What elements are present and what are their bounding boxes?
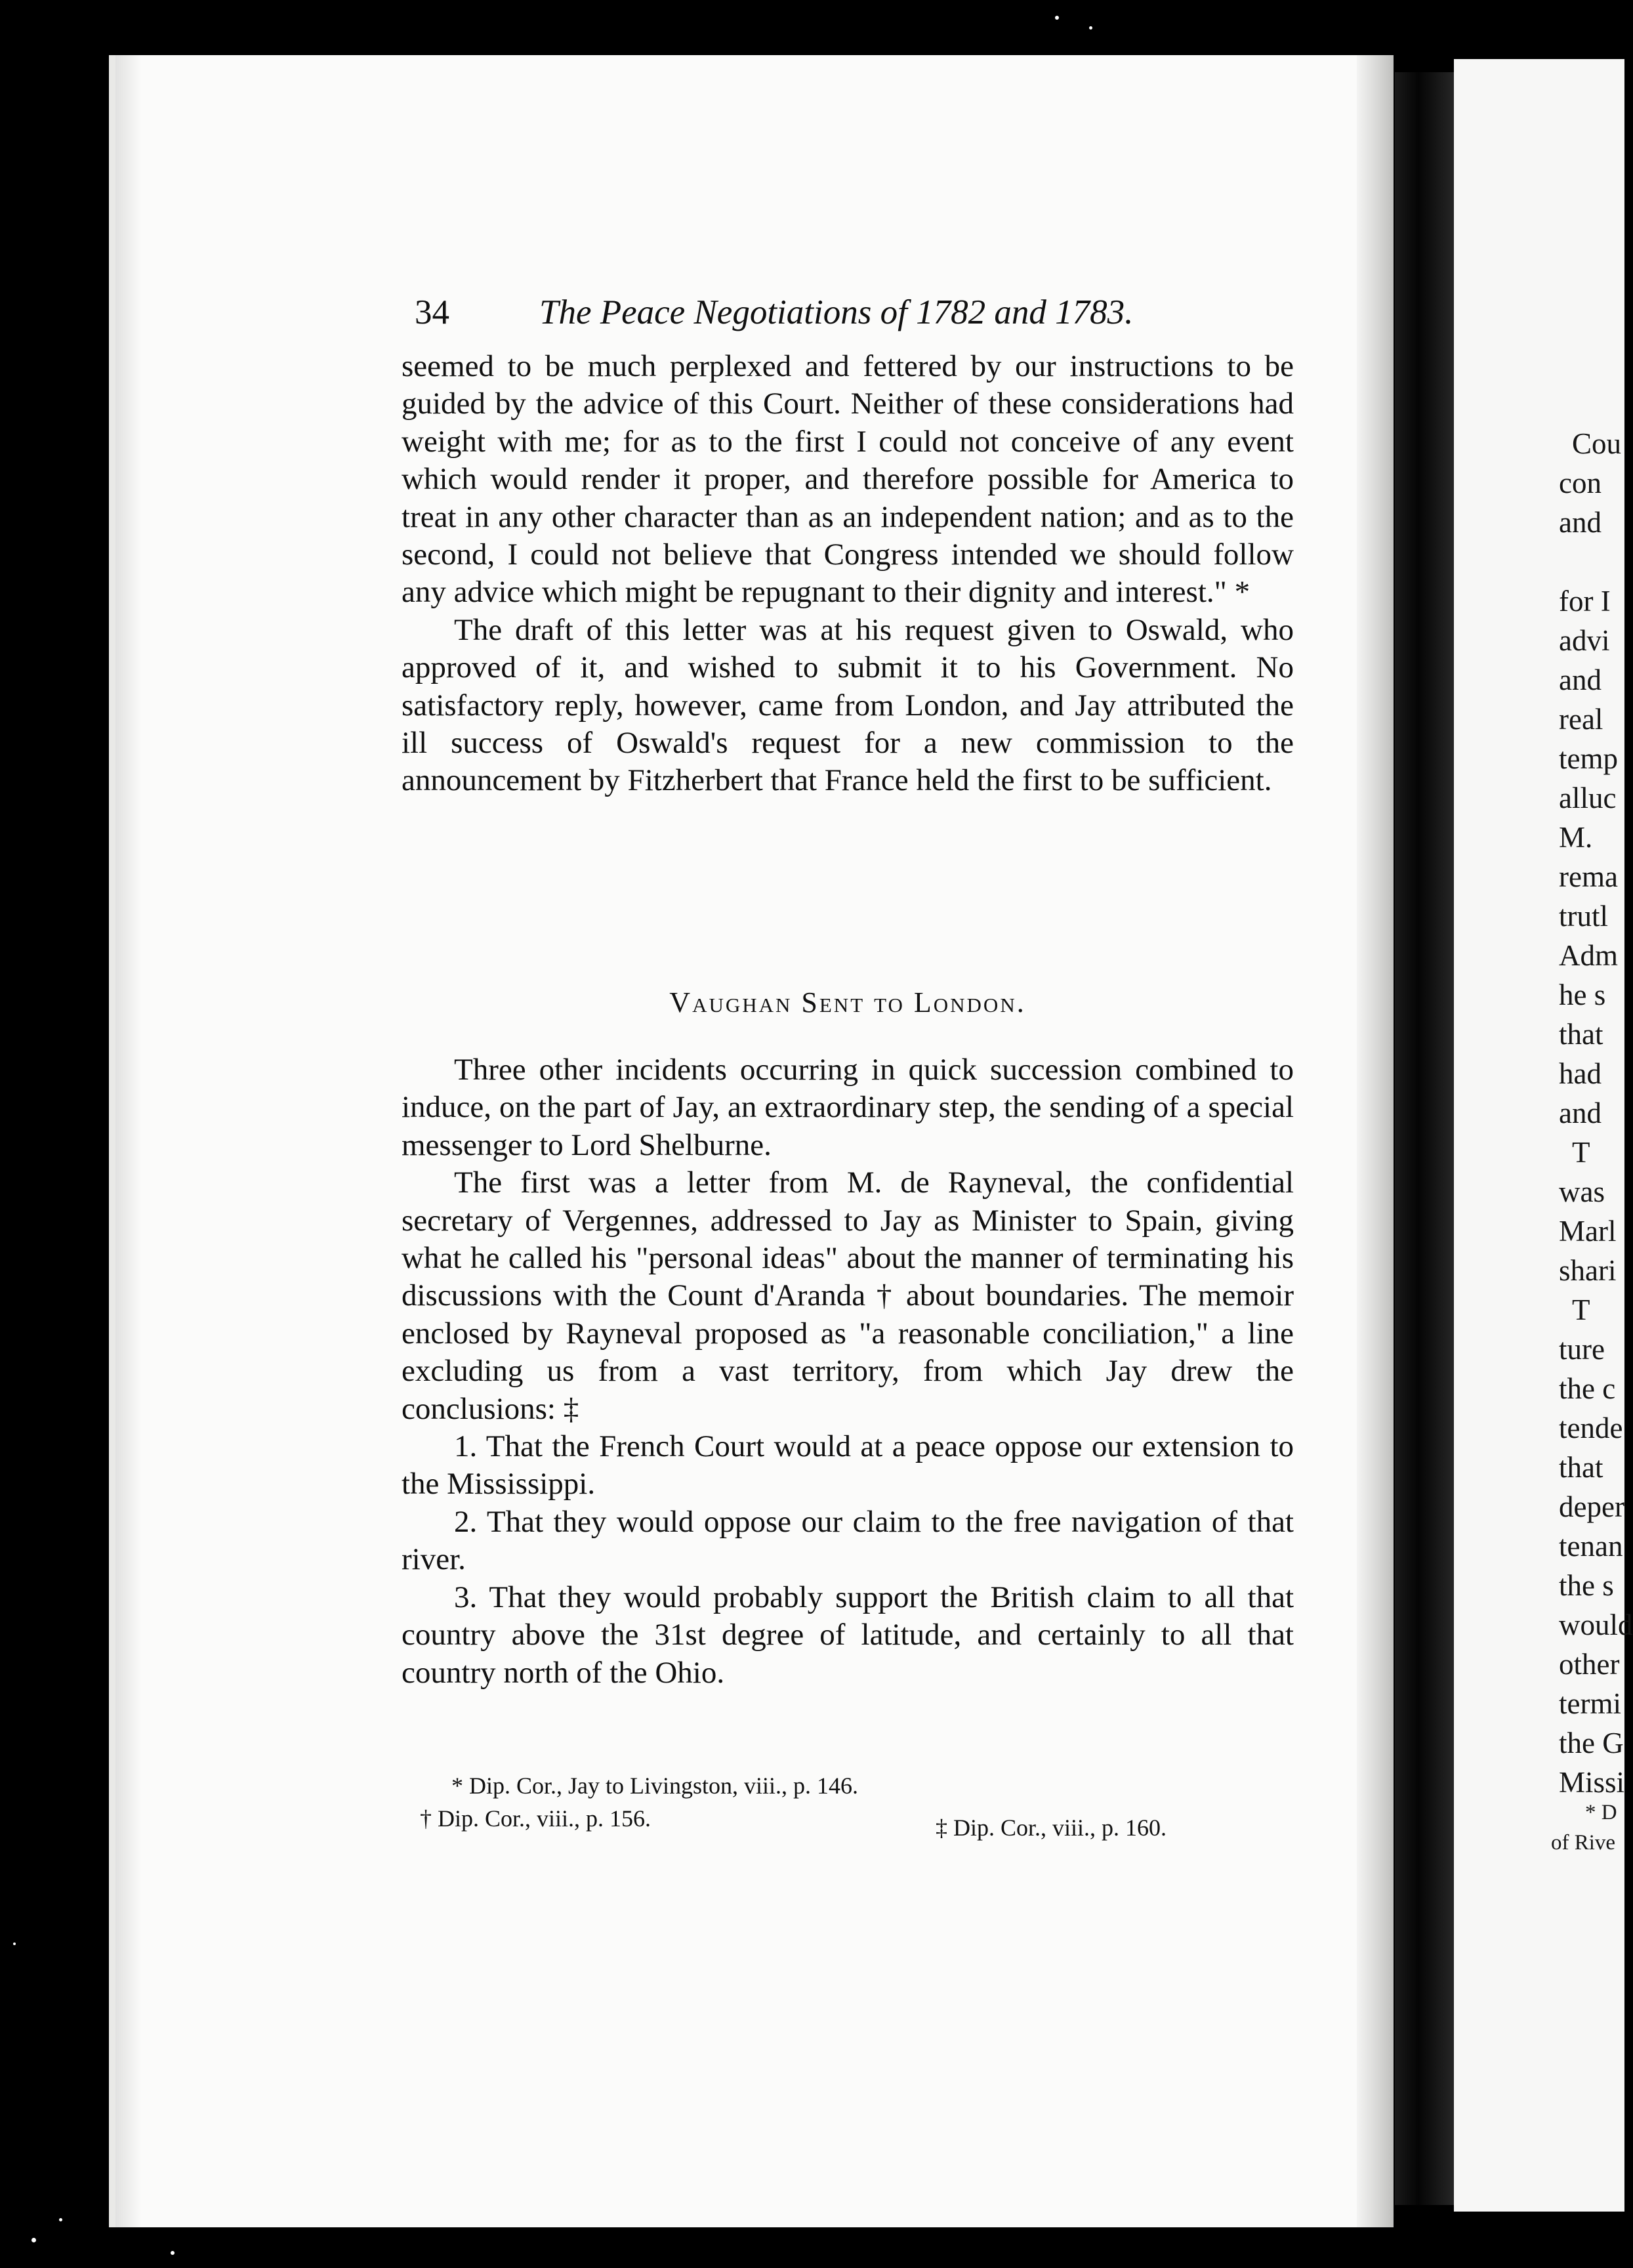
scan-speck xyxy=(31,2238,36,2242)
next-page-line: alluc xyxy=(1559,782,1617,814)
paragraph: seemed to be much perplexed and fettered by our instructions to be guided by the advice of this Court. Neither of these considerations had weight with me; for as to the first I could not conceive of any event which would render it proper, and therefore possible for America to treat in any other character than as an independent nation; and as to the second, I could not believe that Congress intended we should follow any advice which might be repugnant to their dignity and interest." * xyxy=(402,349,1294,610)
next-page-footnote: * D xyxy=(1585,1801,1617,1824)
page-edge xyxy=(1357,55,1394,2227)
next-page-line: was xyxy=(1559,1175,1605,1208)
paragraph: The draft of this letter was at his request given to Oswald, who approved of it, and wished to submit it to his Government. No satisfactory reply, however, came from London, and Jay attributed the ill success of Oswald's request for a new commission to the announcement by Fitzherbert that France held the first to be sufficient. xyxy=(402,612,1294,798)
next-page-line: Missi xyxy=(1559,1766,1625,1799)
text-block-top xyxy=(402,348,1294,800)
scan-speck xyxy=(13,1942,16,1945)
next-page-line: T xyxy=(1572,1136,1590,1169)
next-page-footnote: of Rive xyxy=(1551,1831,1616,1855)
next-page-line: deper xyxy=(1559,1490,1624,1523)
footnote-double-dagger: ‡ Dip. Cor., viii., p. 160. xyxy=(936,1815,1167,1841)
page-number: 34 xyxy=(415,293,449,331)
next-page-line: real xyxy=(1559,703,1603,736)
next-page-line: and xyxy=(1559,1097,1602,1129)
next-page-line: for I xyxy=(1559,585,1611,618)
next-page-line: T xyxy=(1572,1293,1590,1326)
text-block-bottom xyxy=(402,1051,1294,1692)
next-page-line: ture xyxy=(1559,1333,1605,1366)
next-page-line: trutl xyxy=(1559,900,1608,933)
next-page-line: that xyxy=(1559,1018,1603,1051)
next-page-line: he s xyxy=(1559,978,1606,1011)
next-page-line: M. xyxy=(1559,821,1593,854)
next-page-line: and xyxy=(1559,663,1602,696)
next-page-line: that xyxy=(1559,1451,1603,1484)
next-page-line: and xyxy=(1559,506,1602,539)
footnote-star: * Dip. Cor., Jay to Livingston, viii., p. 146. xyxy=(451,1773,859,1799)
paragraph: The first was a letter from M. de Rayneval, the confidential secretary of Vergennes, addressed to Jay as Minister to Spain, giving what he called his "personal ideas" about the manner of terminating his discussions with the Count d'Aranda † about boundaries. The memoir enclosed by Rayneval proposed as "a reasonable conciliation," a line excluding us from a vast territory, from which Jay drew the conclusions: ‡ xyxy=(402,1166,1294,1426)
right-page-fragment xyxy=(1454,59,1633,2212)
book-spine xyxy=(1395,72,1454,2205)
next-page-line: Marl xyxy=(1559,1215,1617,1248)
scan-speck xyxy=(171,2251,175,2255)
running-title: The Peace Negotiations of 1782 and 1783. xyxy=(539,293,1134,331)
next-page-line: advi xyxy=(1559,624,1610,657)
next-page-line: shari xyxy=(1559,1254,1617,1287)
next-page-line: tenan xyxy=(1559,1530,1623,1563)
next-page-line: Adm xyxy=(1559,939,1618,972)
next-page-line: rema xyxy=(1559,860,1618,893)
next-page-line: the c xyxy=(1559,1372,1616,1405)
next-page-line: tende xyxy=(1559,1412,1623,1444)
running-header xyxy=(415,293,1287,341)
binding-shadow xyxy=(115,55,142,2227)
next-page-line: would xyxy=(1559,1608,1633,1641)
next-page-line: the G xyxy=(1559,1727,1624,1759)
next-page-line: other xyxy=(1559,1648,1620,1681)
numbered-point: 2. That they would oppose our claim to the free navigation of that river. xyxy=(402,1504,1294,1577)
next-page-line: had xyxy=(1559,1057,1602,1090)
numbered-point: 3. That they would probably support the British claim to all that country above the 31st degree of latitude, and certainly to all that country north of the Ohio. xyxy=(402,1580,1294,1690)
footnote-dagger: † Dip. Cor., viii., p. 156. xyxy=(420,1805,651,1832)
next-page-line: temp xyxy=(1559,742,1618,775)
scan-speck xyxy=(1089,26,1092,30)
next-page-line: termi xyxy=(1559,1687,1621,1720)
scan-speck xyxy=(1055,16,1059,20)
numbered-point: 1. That the French Court would at a peace oppose our extension to the Mississippi. xyxy=(402,1429,1294,1502)
scan-speck xyxy=(59,2218,62,2221)
next-page-line: Cou xyxy=(1572,427,1622,460)
next-page-line: the s xyxy=(1559,1569,1614,1602)
section-heading: Vaughan Sent to London. xyxy=(669,986,1026,1018)
next-page-line: con xyxy=(1559,467,1602,499)
paragraph: Three other incidents occurring in quick succession combined to induce, on the part of Jay, an extraordinary step, the sending of a special messenger to Lord Shelburne. xyxy=(402,1053,1294,1162)
